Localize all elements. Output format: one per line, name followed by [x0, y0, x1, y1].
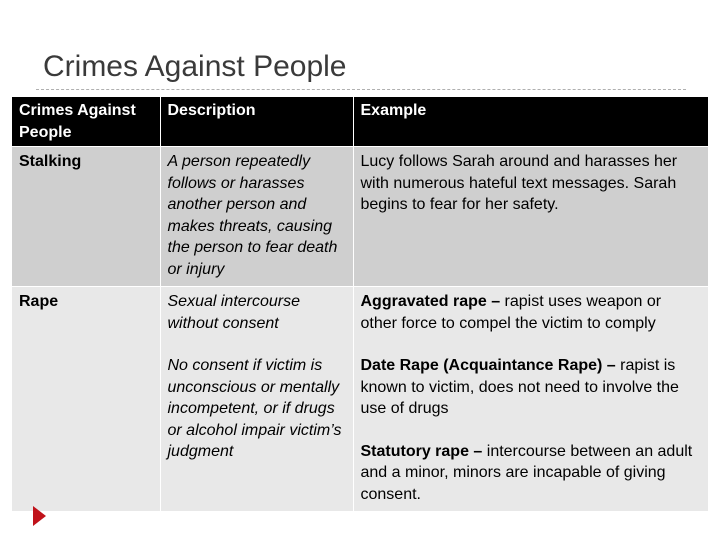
example-paragraph	[361, 291, 702, 334]
crime-name: Stalking	[12, 147, 160, 287]
slide-title: Crimes Against People	[43, 50, 347, 83]
example-text: rapist uses weapon or other force to compel the victim to comply	[360, 293, 662, 332]
example-text: rapist is known to victim, does not need to involve the use of drugs	[360, 357, 679, 417]
crimes-table	[12, 97, 709, 511]
example-paragraph	[361, 355, 702, 420]
example-term: Date Rape (Acquaintance Rape) –	[360, 357, 616, 374]
title-divider	[36, 89, 686, 90]
table-row	[12, 147, 708, 287]
table-row	[12, 287, 708, 512]
example-term: Aggravated rape –	[360, 293, 501, 310]
example-paragraph	[361, 441, 702, 506]
description-paragraph: No consent if victim is unconscious or mentally incompetent, or if drugs or alcohol impair victim’s judgment	[167, 357, 342, 460]
crime-description: A person repeatedly follows or harasses another person and makes threats, causing the person to fear death or injury	[160, 147, 353, 287]
crime-example: Lucy follows Sarah around and harasses her with numerous hateful text messages. Sarah begins to fear for her safety.	[353, 147, 708, 287]
example-text: intercourse between an adult and a minor, minors are incapable of giving consent.	[360, 442, 693, 503]
crime-description	[160, 287, 353, 512]
example-term: Statutory rape –	[360, 442, 483, 460]
column-header-description: Description	[160, 97, 353, 147]
crime-name: Rape	[12, 287, 160, 512]
description-paragraph: Sexual intercourse without consent	[167, 293, 301, 332]
column-header-example: Example	[353, 97, 708, 147]
play-arrow-icon[interactable]	[33, 506, 46, 526]
column-header-crime: Crimes Against People	[12, 97, 160, 147]
crime-example	[353, 287, 708, 512]
table-header-row	[12, 97, 708, 147]
